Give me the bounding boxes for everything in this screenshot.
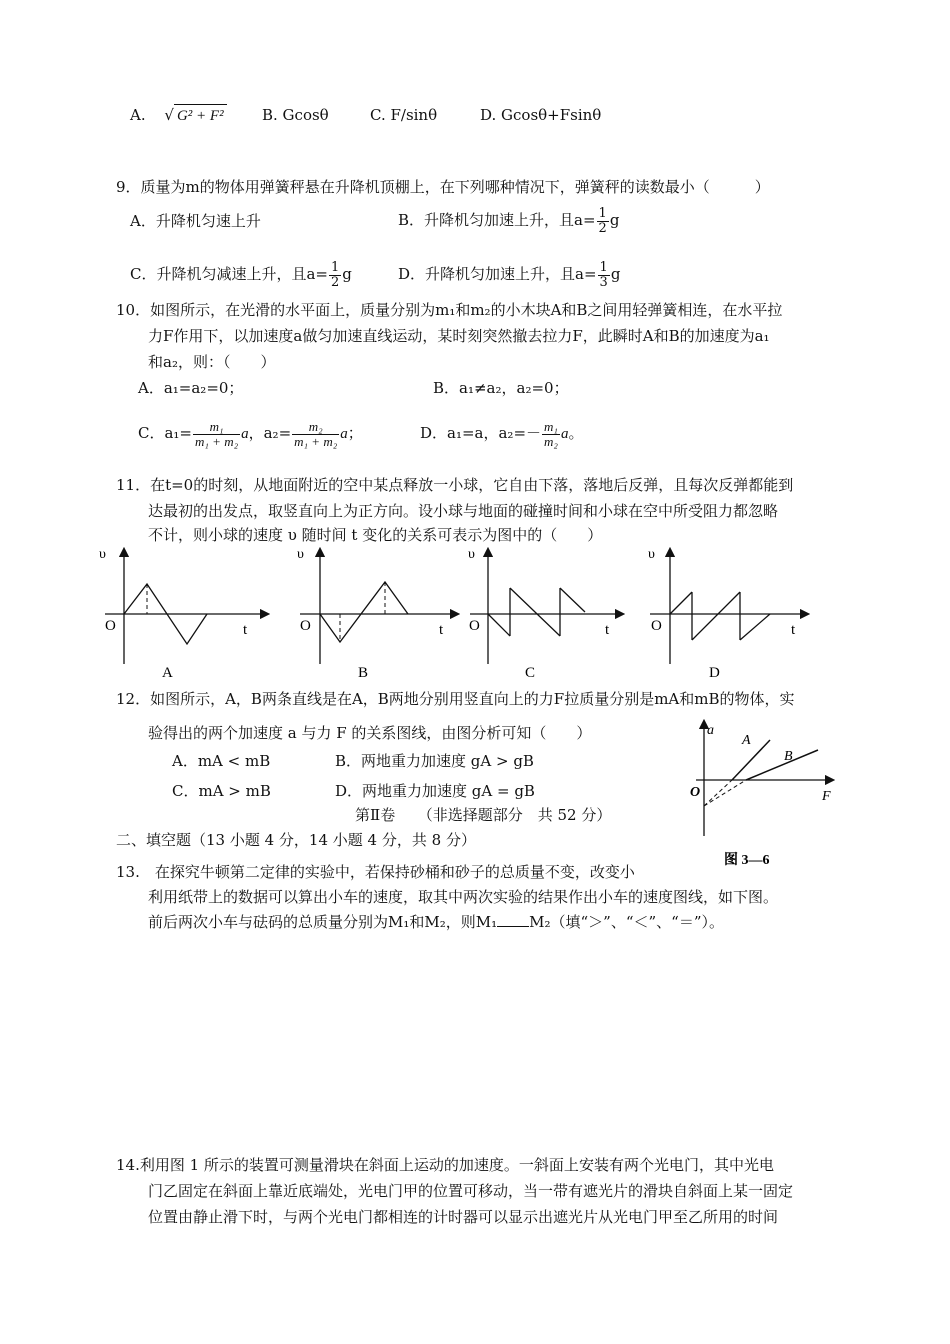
q10-option-a: A．a₁=a₂=0； (138, 379, 244, 397)
fig-x-label: F (822, 789, 831, 804)
q9-option-d-text: D．升降机匀加速上升，且a= (398, 265, 597, 283)
q10-line-1: 10．如图所示，在光滑的水平面上，质量分别为m₁和m₂的小木块A和B之间用轻弹簧相连，在水平拉 (116, 301, 783, 319)
graph-d-label: D (709, 665, 720, 680)
q8-option-a (130, 104, 227, 127)
q12-option-d: D．两地重力加速度 gA = gB (335, 782, 535, 800)
q12-option-b: B．两地重力加速度 gA > gB (335, 752, 534, 770)
q10-option-c: C．a₁= $\frac{\text{m₁}}{\text{m₁ + m₂}}$ a，a₂= $\frac{\text{m₂}}{\text{m₁ + m₂}}$ a； (138, 418, 363, 449)
fig-line-a-label: A (742, 733, 751, 748)
q11-line-2: 达最初的出发点，取竖直向上为正方向。设小球与地面的碰撞时间和小球在空中所受阻力都忽略 (148, 502, 779, 520)
fig-caption: 图 3—6 (724, 853, 770, 868)
graph-b-x-label: t (439, 622, 444, 638)
graph-d (648, 547, 805, 680)
q10-option-b: B．a₁≠a₂，a₂=0； (433, 379, 569, 397)
q9-option-a: A．升降机匀速上升 (130, 212, 261, 230)
fraction-one-half: $\frac{1}{2}$ (331, 259, 340, 290)
graph-c-x-label: t (605, 622, 610, 638)
q10-line-2: 力F作用下，以加速度a做匀加速直线运动，某时刻突然撤去拉力F，此瞬时A和B的加速度为a₁ (148, 327, 770, 345)
graph-a-origin: O (105, 618, 116, 634)
graph-c-y-label: υ (468, 547, 475, 562)
graph-a-y-label: υ (99, 547, 106, 562)
q14-line-2: 门乙固定在斜面上靠近底端处，光电门甲的位置可移动，当一带有遮光片的滑块自斜面上某一固定 (148, 1182, 794, 1200)
graph-c (468, 547, 620, 680)
q8-option-a-label: A. (130, 106, 146, 124)
graph-a-x-label: t (243, 622, 248, 638)
fraction-m2-over-sum: $\frac{\text{m₂}}{\text{m₁ + m₂}}$ (294, 418, 338, 449)
q9-option-c: C．升降机匀减速上升，且a= $\frac{1}{2}$ g (130, 259, 352, 290)
q10-option-d-label: D．a₁=a，a₂=－ (420, 424, 542, 442)
graph-b-label: B (358, 665, 369, 680)
section-title: 第Ⅱ卷 （非选择题部分 共 52 分） (355, 806, 612, 824)
q13-line-3b: M₂（填“＞”、“＜”、“＝”）。 (529, 913, 725, 931)
fill-heading: 二、填空题（13 小题 4 分，14 小题 4 分，共 8 分） (116, 831, 476, 849)
graph-d-x-label: t (791, 622, 796, 638)
fraction-m1-over-sum: $\frac{\text{m₁}}{\text{m₁ + m₂}}$ (195, 418, 239, 449)
q14-line-1: 14.利用图 1 所示的装置可测量滑块在斜面上运动的加速度。一斜面上安装有两个光电门，其中光电 (116, 1156, 774, 1174)
sqrt-expression: √ G² + F² (164, 106, 226, 124)
q9-option-c-text: C．升降机匀减速上升，且a= (130, 265, 328, 283)
q8-option-b: B. Gcosθ (262, 106, 329, 124)
q10-option-c-label: C．a₁= (138, 424, 193, 442)
graph-b-y-label: υ (297, 547, 304, 562)
q13-line-3a: 前后两次小车与砝码的总质量分别为M₁和M₂，则M₁ (148, 913, 498, 931)
q8-option-d: D. Gcosθ+Fsinθ (480, 106, 602, 124)
q9-option-b-text: B．升降机匀加速上升，且a= (398, 211, 596, 229)
fig-line-b-label: B (784, 749, 793, 764)
q12-option-a: A．mA < mB (172, 752, 271, 770)
graph-b (297, 547, 455, 680)
graph-d-origin: O (651, 618, 662, 634)
q9-option-d: D．升降机匀加速上升，且a= $\frac{1}{3}$ g (398, 259, 621, 290)
fig-origin: O (690, 785, 701, 800)
line-a (732, 740, 770, 780)
graph-c-origin: O (469, 618, 480, 634)
graph-b-origin: O (300, 618, 311, 634)
graph-d-y-label: υ (648, 547, 655, 562)
q8-option-c: C. F/sinθ (370, 106, 438, 124)
q14-line-3: 位置由静止滑下时，与两个光电门都相连的计时器可以显示出遮光片从光电门甲至乙所用的时间 (148, 1208, 779, 1226)
q13-line-2: 利用纸带上的数据可以算出小车的速度，取其中两次实验的结果作出小车的速度图线，如下图。 (148, 888, 779, 906)
fraction-one-third: $\frac{1}{3}$ (599, 259, 608, 290)
graph-a-label: A (162, 665, 173, 680)
q12-option-c: C．mA > mB (172, 782, 271, 800)
q13-line-1: 13. 在探究牛顿第二定律的实验中，若保持砂桶和砂子的总质量不变，改变小 (116, 863, 635, 881)
q10-option-d: D．a₁=a，a₂=－ $\frac{\text{m₁}}{\text{m₂}}$ a。 (420, 418, 584, 449)
q13-line-3 (148, 911, 724, 933)
fig-y-label: a (707, 723, 714, 738)
answer-blank[interactable] (497, 912, 529, 927)
q12-line-1: 12．如图所示，A，B两条直线是在A，B两地分别用竖直向上的力F拉质量分别是mA和mB的物体，实 (116, 690, 795, 708)
q12-line-2: 验得出的两个加速度 a 与力 F 的关系图线，由图分析可知（ ） (148, 724, 592, 742)
graph-a (99, 547, 265, 680)
q11-line-3: 不计，则小球的速度 υ 随时间 t 变化的关系可表示为图中的（ ） (148, 526, 603, 544)
fraction-m1-over-m2: $\frac{\text{m₁}}{\text{m₂}}$ (544, 418, 558, 449)
q12-figure (690, 718, 840, 868)
fraction-one-half: $\frac{1}{2}$ (598, 205, 607, 236)
graph-c-label: C (525, 665, 536, 680)
q10-line-3: 和a₂，则：（ ） (148, 353, 276, 371)
q11-line-1: 11．在t=0的时刻，从地面附近的空中某点释放一小球，它自由下落，落地后反弹，且每次反弹都能到 (116, 476, 794, 494)
q11-graphs (95, 540, 935, 680)
q9-option-b: B．升降机匀加速上升，且a= $\frac{1}{2}$ g (398, 205, 620, 236)
q9-stem: 9．质量为m的物体用弹簧秤悬在升降机顶棚上，在下列哪种情况下，弹簧秤的读数最小（ ） (116, 178, 770, 196)
